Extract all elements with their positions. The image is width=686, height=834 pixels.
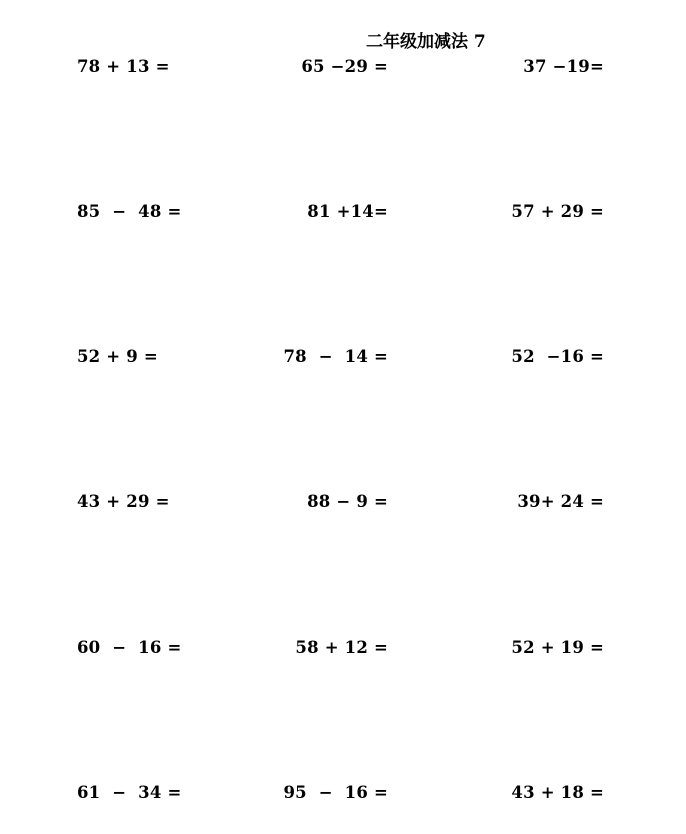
problem-2-2: 81 +14= — [307, 202, 388, 221]
problem-2-1: 85 − 48 = — [77, 202, 182, 221]
problem-5-1: 60 − 16 = — [77, 638, 182, 657]
problem-3-1: 52 + 9 = — [77, 347, 158, 366]
problem-1-1: 78 + 13 = — [77, 57, 170, 76]
problem-3-3: 52 −16 = — [511, 347, 604, 366]
problem-4-2: 88 − 9 = — [307, 492, 388, 511]
problem-6-1: 61 − 34 = — [77, 783, 182, 802]
problem-4-1: 43 + 29 = — [77, 492, 170, 511]
problem-4-3: 39+ 24 = — [517, 492, 604, 511]
problem-2-3: 57 + 29 = — [511, 202, 604, 221]
problem-1-2: 65 −29 = — [301, 57, 388, 76]
problem-5-2: 58 + 12 = — [295, 638, 388, 657]
problem-1-3: 37 −19= — [523, 57, 604, 76]
page-title: 二年级加减法 7 — [366, 32, 486, 52]
problem-6-2: 95 − 16 = — [283, 783, 388, 802]
problem-5-3: 52 + 19 = — [511, 638, 604, 657]
problem-6-3: 43 + 18 = — [511, 783, 604, 802]
problem-3-2: 78 − 14 = — [283, 347, 388, 366]
